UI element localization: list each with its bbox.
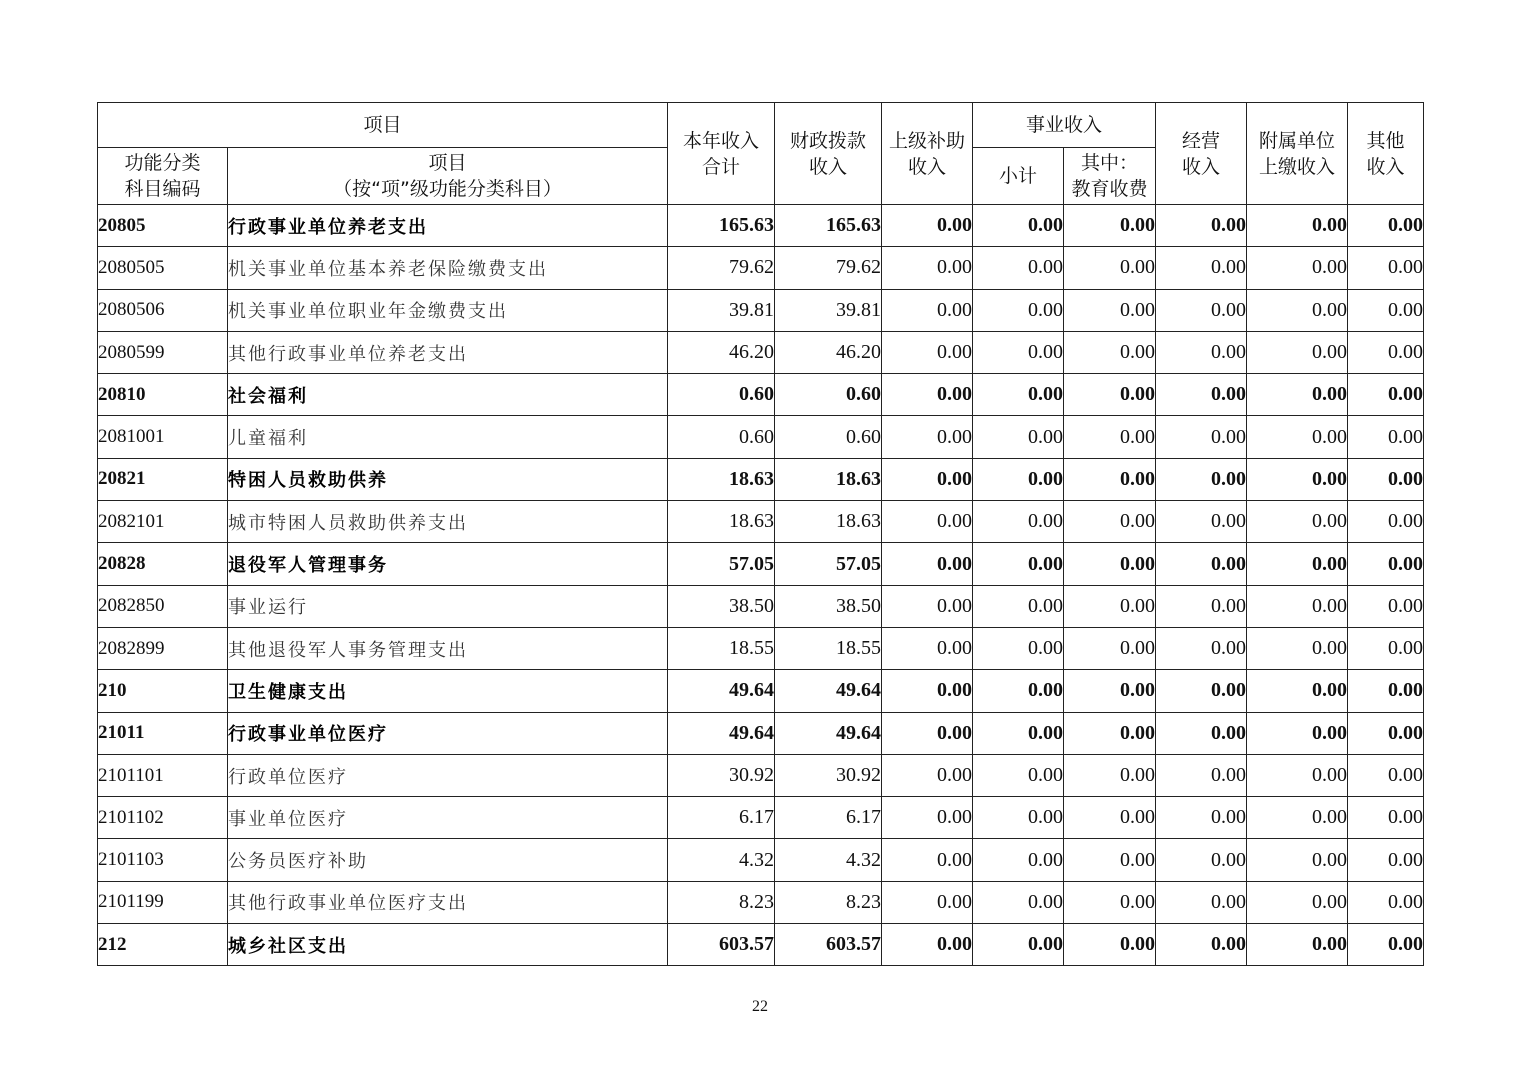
cell-operating: 0.00: [1156, 797, 1247, 839]
cell-superior: 0.00: [882, 839, 973, 881]
header-fiscal-appropriation: [775, 103, 882, 205]
cell-superior: 0.00: [882, 712, 973, 754]
cell-education-fee: 0.00: [1064, 543, 1156, 585]
cell-other: 0.00: [1348, 501, 1424, 543]
cell-fiscal: 6.17: [775, 797, 882, 839]
cell-item-name: 特困人员救助供养: [228, 458, 668, 500]
header-code-line2: 科目编码: [124, 178, 201, 200]
cell-education-fee: 0.00: [1064, 797, 1156, 839]
cell-total: 6.17: [668, 797, 775, 839]
cell-fiscal: 165.63: [775, 205, 882, 247]
header-item-line1: 项目: [428, 152, 467, 174]
header-superior-subsidy: [882, 103, 973, 205]
cell-total: 0.60: [668, 416, 775, 458]
header-project: 项目: [98, 103, 668, 148]
cell-item-name: 机关事业单位基本养老保险缴费支出: [228, 247, 668, 289]
cell-total: 49.64: [668, 670, 775, 712]
cell-total: 38.50: [668, 585, 775, 627]
cell-code: 20805: [98, 205, 228, 247]
cell-total: 49.64: [668, 712, 775, 754]
cell-education-fee: 0.00: [1064, 881, 1156, 923]
cell-total: 18.55: [668, 627, 775, 669]
cell-superior: 0.00: [882, 247, 973, 289]
cell-operating: 0.00: [1156, 924, 1247, 966]
cell-item-name: 事业单位医疗: [228, 797, 668, 839]
cell-operating: 0.00: [1156, 501, 1247, 543]
cell-code: 2101103: [98, 839, 228, 881]
table-row: [98, 374, 1424, 416]
cell-affiliated: 0.00: [1247, 585, 1348, 627]
cell-affiliated: 0.00: [1247, 924, 1348, 966]
cell-other: 0.00: [1348, 585, 1424, 627]
cell-code: 2101101: [98, 754, 228, 796]
cell-education-fee: 0.00: [1064, 289, 1156, 331]
table-row: [98, 458, 1424, 500]
header-superior-line2: 收入: [908, 155, 947, 178]
cell-fiscal: 18.63: [775, 501, 882, 543]
cell-subtotal: 0.00: [973, 289, 1064, 331]
cell-fiscal: 603.57: [775, 924, 882, 966]
header-operating-income: [1156, 103, 1247, 205]
header-other-line2: 收入: [1366, 155, 1405, 178]
cell-affiliated: 0.00: [1247, 374, 1348, 416]
cell-other: 0.00: [1348, 712, 1424, 754]
cell-fiscal: 49.64: [775, 670, 882, 712]
header-code-line1: 功能分类: [124, 152, 201, 174]
cell-code: 20821: [98, 458, 228, 500]
header-edu-line1: 其中：: [1081, 152, 1139, 174]
cell-operating: 0.00: [1156, 416, 1247, 458]
cell-education-fee: 0.00: [1064, 585, 1156, 627]
cell-code: 210: [98, 670, 228, 712]
cell-subtotal: 0.00: [973, 247, 1064, 289]
header-total-income-line1: 本年收入: [683, 129, 760, 152]
cell-fiscal: 18.63: [775, 458, 882, 500]
cell-superior: 0.00: [882, 754, 973, 796]
cell-code: 2080599: [98, 331, 228, 373]
cell-education-fee: 0.00: [1064, 458, 1156, 500]
cell-affiliated: 0.00: [1247, 627, 1348, 669]
table-row: [98, 289, 1424, 331]
cell-other: 0.00: [1348, 289, 1424, 331]
cell-fiscal: 39.81: [775, 289, 882, 331]
cell-fiscal: 46.20: [775, 331, 882, 373]
cell-education-fee: 0.00: [1064, 331, 1156, 373]
cell-fiscal: 0.60: [775, 374, 882, 416]
cell-fiscal: 0.60: [775, 416, 882, 458]
table-body: [98, 205, 1424, 966]
cell-affiliated: 0.00: [1247, 754, 1348, 796]
cell-fiscal: 57.05: [775, 543, 882, 585]
cell-subtotal: 0.00: [973, 754, 1064, 796]
header-item-line2: （按“项”级功能分类科目）: [333, 178, 562, 200]
cell-other: 0.00: [1348, 543, 1424, 585]
cell-operating: 0.00: [1156, 331, 1247, 373]
cell-operating: 0.00: [1156, 585, 1247, 627]
cell-operating: 0.00: [1156, 543, 1247, 585]
table-row: [98, 924, 1424, 966]
cell-other: 0.00: [1348, 205, 1424, 247]
cell-item-name: 行政事业单位医疗: [228, 712, 668, 754]
table-row: [98, 331, 1424, 373]
cell-superior: 0.00: [882, 331, 973, 373]
cell-superior: 0.00: [882, 289, 973, 331]
table-row: [98, 670, 1424, 712]
cell-fiscal: 18.55: [775, 627, 882, 669]
cell-affiliated: 0.00: [1247, 331, 1348, 373]
cell-other: 0.00: [1348, 839, 1424, 881]
cell-affiliated: 0.00: [1247, 670, 1348, 712]
cell-subtotal: 0.00: [973, 797, 1064, 839]
cell-item-name: 公务员医疗补助: [228, 839, 668, 881]
table-row: [98, 205, 1424, 247]
cell-subtotal: 0.00: [973, 627, 1064, 669]
cell-operating: 0.00: [1156, 670, 1247, 712]
header-fiscal-line2: 收入: [809, 155, 848, 178]
cell-fiscal: 30.92: [775, 754, 882, 796]
cell-code: 20828: [98, 543, 228, 585]
cell-affiliated: 0.00: [1247, 416, 1348, 458]
cell-item-name: 机关事业单位职业年金缴费支出: [228, 289, 668, 331]
cell-operating: 0.00: [1156, 247, 1247, 289]
cell-other: 0.00: [1348, 797, 1424, 839]
cell-other: 0.00: [1348, 754, 1424, 796]
header-affiliated-income: [1247, 103, 1348, 205]
cell-affiliated: 0.00: [1247, 797, 1348, 839]
cell-education-fee: 0.00: [1064, 839, 1156, 881]
cell-affiliated: 0.00: [1247, 205, 1348, 247]
header-superior-line1: 上级补助: [889, 129, 966, 152]
cell-subtotal: 0.00: [973, 205, 1064, 247]
cell-fiscal: 8.23: [775, 881, 882, 923]
cell-item-name: 儿童福利: [228, 416, 668, 458]
cell-operating: 0.00: [1156, 205, 1247, 247]
cell-subtotal: 0.00: [973, 331, 1064, 373]
cell-education-fee: 0.00: [1064, 501, 1156, 543]
cell-code: 2101102: [98, 797, 228, 839]
header-affiliated-line2: 上缴收入: [1259, 155, 1336, 178]
header-other-line1: 其他: [1366, 129, 1405, 152]
cell-affiliated: 0.00: [1247, 839, 1348, 881]
table-header: [98, 103, 1424, 205]
table-row: [98, 585, 1424, 627]
cell-affiliated: 0.00: [1247, 501, 1348, 543]
cell-operating: 0.00: [1156, 458, 1247, 500]
cell-operating: 0.00: [1156, 374, 1247, 416]
cell-other: 0.00: [1348, 374, 1424, 416]
cell-other: 0.00: [1348, 924, 1424, 966]
header-fiscal-line1: 财政拨款: [790, 129, 867, 152]
header-total-income-line2: 合计: [702, 155, 741, 178]
cell-subtotal: 0.00: [973, 458, 1064, 500]
cell-superior: 0.00: [882, 881, 973, 923]
header-edu-line2: 教育收费: [1071, 178, 1148, 200]
cell-other: 0.00: [1348, 416, 1424, 458]
table-row: [98, 754, 1424, 796]
cell-education-fee: 0.00: [1064, 924, 1156, 966]
cell-subtotal: 0.00: [973, 924, 1064, 966]
cell-total: 0.60: [668, 374, 775, 416]
header-subtotal: 小计: [973, 148, 1064, 205]
cell-item-name: 其他退役军人事务管理支出: [228, 627, 668, 669]
cell-subtotal: 0.00: [973, 670, 1064, 712]
cell-affiliated: 0.00: [1247, 289, 1348, 331]
cell-other: 0.00: [1348, 627, 1424, 669]
cell-code: 2082101: [98, 501, 228, 543]
cell-code: 2101199: [98, 881, 228, 923]
cell-fiscal: 79.62: [775, 247, 882, 289]
cell-code: 2082899: [98, 627, 228, 669]
cell-total: 39.81: [668, 289, 775, 331]
cell-affiliated: 0.00: [1247, 247, 1348, 289]
cell-code: 20810: [98, 374, 228, 416]
cell-superior: 0.00: [882, 374, 973, 416]
cell-subtotal: 0.00: [973, 585, 1064, 627]
cell-item-name: 城乡社区支出: [228, 924, 668, 966]
header-total-income: [668, 103, 775, 205]
cell-total: 603.57: [668, 924, 775, 966]
cell-other: 0.00: [1348, 670, 1424, 712]
cell-education-fee: 0.00: [1064, 627, 1156, 669]
cell-education-fee: 0.00: [1064, 754, 1156, 796]
cell-subtotal: 0.00: [973, 712, 1064, 754]
table-row: [98, 501, 1424, 543]
cell-education-fee: 0.00: [1064, 416, 1156, 458]
cell-other: 0.00: [1348, 458, 1424, 500]
cell-item-name: 事业运行: [228, 585, 668, 627]
cell-subtotal: 0.00: [973, 501, 1064, 543]
cell-superior: 0.00: [882, 670, 973, 712]
table-row: [98, 627, 1424, 669]
header-business-income: 事业收入: [973, 103, 1156, 148]
cell-education-fee: 0.00: [1064, 374, 1156, 416]
table-row: [98, 797, 1424, 839]
cell-total: 8.23: [668, 881, 775, 923]
cell-total: 165.63: [668, 205, 775, 247]
header-operating-line2: 收入: [1182, 155, 1221, 178]
cell-code: 2081001: [98, 416, 228, 458]
table-row: [98, 416, 1424, 458]
cell-education-fee: 0.00: [1064, 205, 1156, 247]
cell-operating: 0.00: [1156, 839, 1247, 881]
cell-operating: 0.00: [1156, 289, 1247, 331]
cell-subtotal: 0.00: [973, 374, 1064, 416]
cell-total: 4.32: [668, 839, 775, 881]
cell-total: 57.05: [668, 543, 775, 585]
cell-operating: 0.00: [1156, 627, 1247, 669]
cell-total: 79.62: [668, 247, 775, 289]
cell-item-name: 社会福利: [228, 374, 668, 416]
cell-item-name: 退役军人管理事务: [228, 543, 668, 585]
cell-affiliated: 0.00: [1247, 712, 1348, 754]
cell-superior: 0.00: [882, 797, 973, 839]
cell-education-fee: 0.00: [1064, 670, 1156, 712]
header-education-fee: [1064, 148, 1156, 205]
cell-total: 46.20: [668, 331, 775, 373]
cell-operating: 0.00: [1156, 754, 1247, 796]
cell-operating: 0.00: [1156, 712, 1247, 754]
cell-affiliated: 0.00: [1247, 458, 1348, 500]
header-other-income: [1348, 103, 1424, 205]
cell-item-name: 行政事业单位养老支出: [228, 205, 668, 247]
cell-code: 212: [98, 924, 228, 966]
cell-item-name: 其他行政事业单位医疗支出: [228, 881, 668, 923]
header-operating-line1: 经营: [1182, 129, 1221, 152]
cell-item-name: 城市特困人员救助供养支出: [228, 501, 668, 543]
header-item-name: [228, 148, 668, 205]
cell-fiscal: 49.64: [775, 712, 882, 754]
cell-operating: 0.00: [1156, 881, 1247, 923]
cell-item-name: 行政单位医疗: [228, 754, 668, 796]
page-number: 22: [752, 998, 768, 1015]
income-budget-table: [97, 102, 1424, 966]
table-row: [98, 881, 1424, 923]
cell-code: 2082850: [98, 585, 228, 627]
cell-other: 0.00: [1348, 247, 1424, 289]
table-row: [98, 543, 1424, 585]
cell-education-fee: 0.00: [1064, 247, 1156, 289]
cell-superior: 0.00: [882, 501, 973, 543]
table-row: [98, 247, 1424, 289]
cell-subtotal: 0.00: [973, 416, 1064, 458]
cell-item-name: 其他行政事业单位养老支出: [228, 331, 668, 373]
cell-superior: 0.00: [882, 416, 973, 458]
table-row: [98, 839, 1424, 881]
cell-item-name: 卫生健康支出: [228, 670, 668, 712]
cell-subtotal: 0.00: [973, 839, 1064, 881]
cell-superior: 0.00: [882, 458, 973, 500]
cell-affiliated: 0.00: [1247, 543, 1348, 585]
cell-code: 21011: [98, 712, 228, 754]
header-function-code: [98, 148, 228, 205]
cell-total: 18.63: [668, 458, 775, 500]
cell-fiscal: 38.50: [775, 585, 882, 627]
cell-affiliated: 0.00: [1247, 881, 1348, 923]
table-row: [98, 712, 1424, 754]
cell-superior: 0.00: [882, 585, 973, 627]
cell-superior: 0.00: [882, 205, 973, 247]
cell-superior: 0.00: [882, 924, 973, 966]
cell-fiscal: 4.32: [775, 839, 882, 881]
cell-other: 0.00: [1348, 881, 1424, 923]
cell-code: 2080506: [98, 289, 228, 331]
cell-superior: 0.00: [882, 627, 973, 669]
cell-total: 18.63: [668, 501, 775, 543]
cell-code: 2080505: [98, 247, 228, 289]
cell-subtotal: 0.00: [973, 881, 1064, 923]
header-affiliated-line1: 附属单位: [1259, 129, 1336, 152]
cell-total: 30.92: [668, 754, 775, 796]
cell-other: 0.00: [1348, 331, 1424, 373]
cell-subtotal: 0.00: [973, 543, 1064, 585]
cell-education-fee: 0.00: [1064, 712, 1156, 754]
cell-superior: 0.00: [882, 543, 973, 585]
